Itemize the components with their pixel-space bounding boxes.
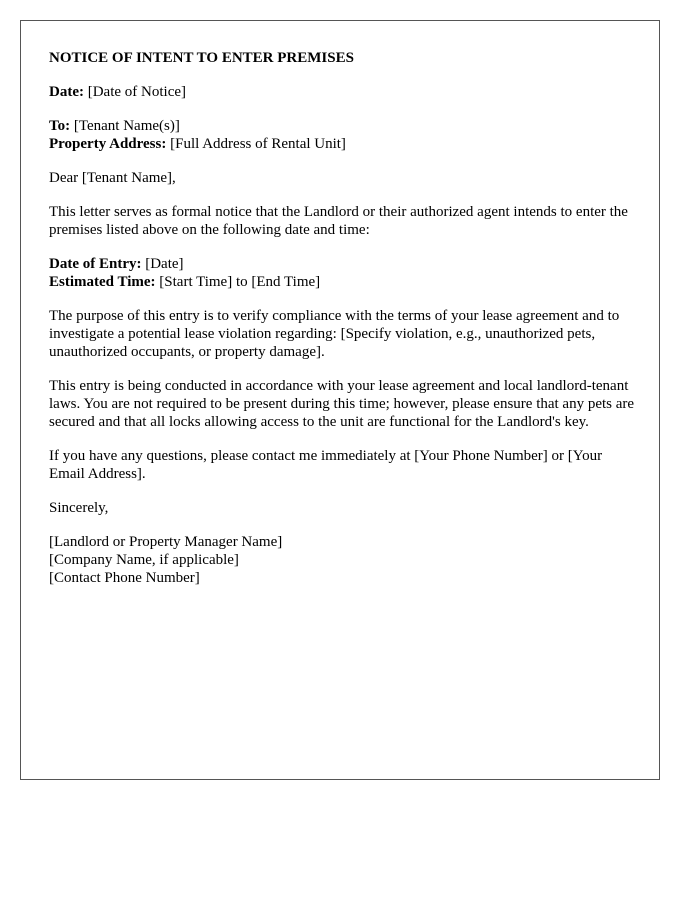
to-label: To: (49, 118, 71, 134)
purpose-paragraph: The purpose of this entry is to verify compliance with the terms of your lease agreement and to investigate a potential lease violation regarding: [Specify violation, e.g., unauthorized pets, unauthorized occupants, or property damage]. (49, 308, 620, 360)
questions-paragraph: If you have any questions, please contact me immediately at [Your Phone Number] or [Your Email Address]. (49, 448, 603, 482)
compliance-paragraph: This entry is being conducted in accordance with your lease agreement and local landlord-tenant laws. You are not required to be present during this time; however, please ensure that any pets are secured and that all locks allowing access to the unit are functional for the Landlord's key. (49, 378, 635, 430)
recipient-block (49, 117, 639, 153)
estimated-time-label: Estimated Time: (49, 274, 156, 290)
closing: Sincerely, (49, 500, 109, 516)
date-value: [Date of Notice] (83, 84, 187, 100)
signature-block (49, 533, 639, 587)
intro-paragraph: This letter serves as formal notice that the Landlord or their authorized agent intends to enter the premises listed above on the following date and time: (49, 204, 628, 238)
date-line (49, 83, 639, 101)
to-value: [Tenant Name(s)] (70, 118, 180, 134)
document-page (20, 20, 660, 780)
signature-phone: [Contact Phone Number] (49, 570, 200, 586)
property-address-value: [Full Address of Rental Unit] (166, 136, 346, 152)
estimated-time-value: [Start Time] to [End Time] (155, 274, 321, 290)
signature-name: [Landlord or Property Manager Name] (49, 534, 283, 550)
date-label: Date: (49, 84, 84, 100)
entry-details (49, 255, 639, 291)
document-title: NOTICE OF INTENT TO ENTER PREMISES (49, 50, 354, 66)
property-address-label: Property Address: (49, 136, 167, 152)
salutation: Dear [Tenant Name], (49, 170, 176, 186)
signature-company: [Company Name, if applicable] (49, 552, 239, 568)
letter-content (49, 49, 639, 603)
date-of-entry-value: [Date] (141, 256, 184, 272)
date-of-entry-label: Date of Entry: (49, 256, 142, 272)
